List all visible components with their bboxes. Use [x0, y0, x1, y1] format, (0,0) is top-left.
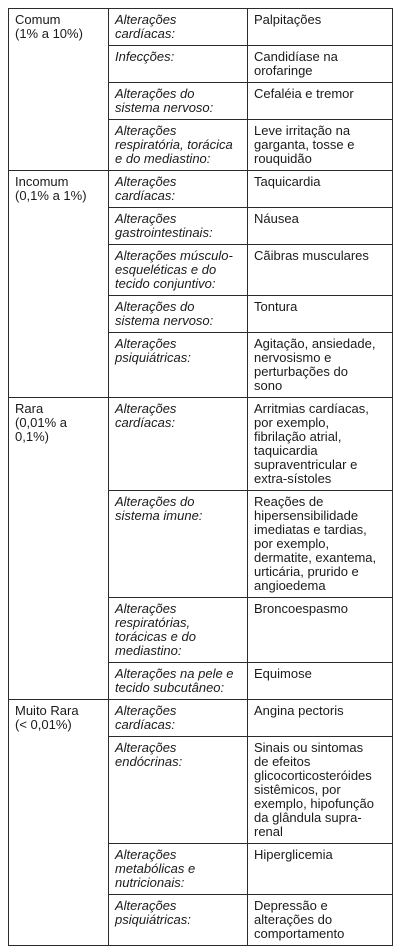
adverse-effect-cell: Náusea	[248, 208, 393, 245]
adverse-reactions-table	[8, 8, 393, 946]
adverse-effect-cell: Broncoespasmo	[248, 598, 393, 663]
table-row	[9, 9, 393, 46]
system-organ-class-cell: Alterações cardíacas:	[109, 9, 248, 46]
adverse-effect-cell: Tontura	[248, 296, 393, 333]
frequency-cell: Muito Rara (< 0,01%)	[9, 700, 109, 946]
adverse-effect-cell: Angina pectoris	[248, 700, 393, 737]
system-organ-class-cell: Alterações cardíacas:	[109, 700, 248, 737]
table-row	[9, 398, 393, 491]
adverse-effect-cell: Equimose	[248, 663, 393, 700]
adverse-effect-cell: Cefaléia e tremor	[248, 83, 393, 120]
adverse-effect-cell: Sinais ou sintomas de efeitos glicocorticosteróides sistêmicos, por exemplo, hipofunção da glândula supra- renal	[248, 737, 393, 844]
system-organ-class-cell: Alterações respiratórias, torácicas e do mediastino:	[109, 598, 248, 663]
system-organ-class-cell: Alterações metabólicas e nutricionais:	[109, 844, 248, 895]
system-organ-class-cell: Alterações respiratória, torácica e do mediastino:	[109, 120, 248, 171]
adverse-effect-cell: Reações de hipersensibilidade imediatas e tardias, por exemplo, dermatite, exantema, urticária, prurido e angioedema	[248, 491, 393, 598]
system-organ-class-cell: Alterações músculo- esqueléticas e do tecido conjuntivo:	[109, 245, 248, 296]
adverse-effect-cell: Arritmias cardíacas, por exemplo, fibrilação atrial, taquicardia supraventricular e extra-sístoles	[248, 398, 393, 491]
adverse-effect-cell: Leve irritação na garganta, tosse e rouquidão	[248, 120, 393, 171]
system-organ-class-cell: Alterações do sistema nervoso:	[109, 296, 248, 333]
adverse-effect-cell: Depressão e alterações do comportamento	[248, 895, 393, 946]
system-organ-class-cell: Alterações cardíacas:	[109, 171, 248, 208]
adverse-effect-cell: Hiperglicemia	[248, 844, 393, 895]
system-organ-class-cell: Alterações na pele e tecido subcutâneo:	[109, 663, 248, 700]
system-organ-class-cell: Alterações do sistema imune:	[109, 491, 248, 598]
system-organ-class-cell: Alterações cardíacas:	[109, 398, 248, 491]
adverse-effect-cell: Agitação, ansiedade, nervosismo e perturbações do sono	[248, 333, 393, 398]
adverse-reactions-table-body	[9, 9, 393, 946]
table-row	[9, 171, 393, 208]
system-organ-class-cell: Alterações gastrointestinais:	[109, 208, 248, 245]
system-organ-class-cell: Infecções:	[109, 46, 248, 83]
table-row	[9, 700, 393, 737]
system-organ-class-cell: Alterações psiquiátricas:	[109, 333, 248, 398]
frequency-cell: Comum (1% a 10%)	[9, 9, 109, 171]
adverse-effect-cell: Cãibras musculares	[248, 245, 393, 296]
system-organ-class-cell: Alterações do sistema nervoso:	[109, 83, 248, 120]
frequency-cell: Incomum (0,1% a 1%)	[9, 171, 109, 398]
system-organ-class-cell: Alterações endócrinas:	[109, 737, 248, 844]
frequency-cell: Rara (0,01% a 0,1%)	[9, 398, 109, 700]
system-organ-class-cell: Alterações psiquiátricas:	[109, 895, 248, 946]
adverse-effect-cell: Palpitações	[248, 9, 393, 46]
adverse-effect-cell: Candidíase na orofaringe	[248, 46, 393, 83]
adverse-effect-cell: Taquicardia	[248, 171, 393, 208]
